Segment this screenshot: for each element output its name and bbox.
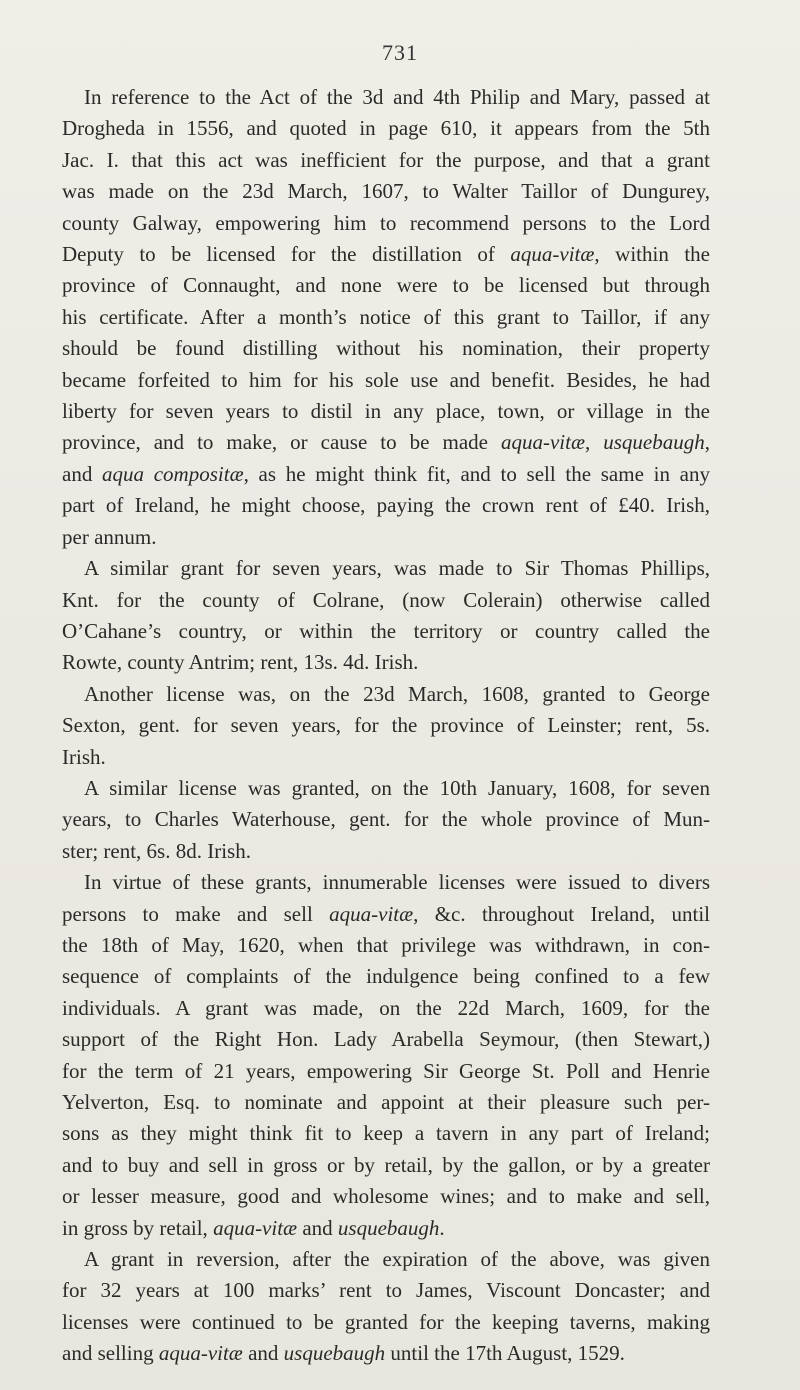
text-line: province of Connaught, and none were to be licensed but through [62,273,710,298]
text-line: Rowte, county Antrim; rent, 13s. 4d. Irish. [62,650,419,675]
text-line: county Galway, empowering him to recommend persons to the Lord [62,210,710,235]
text-line: In virtue of these grants, innumerable licenses were issued to divers [84,870,710,895]
text-line: became forfeited to him for his sole use and benefit. Besides, he had [62,367,710,392]
text-line: per annum. [62,524,157,549]
text-line: and aqua compositæ, as he might think fit, and to sell the same in any [62,461,710,486]
paragraph-taillor-grant [62,82,710,553]
paragraph-waterhouse-license [62,773,710,867]
text-line: support of the Right Hon. Lady Arabella Seymour, (then Stewart,) [62,1027,710,1052]
text-line: A similar license was granted, on the 10th January, 1608, for seven [84,775,710,800]
page-number: 731 [382,40,418,65]
text-line: A grant in reversion, after the expiration of the above, was given [84,1247,710,1272]
paragraph-phillips-grant [62,553,710,679]
text-line: Knt. for the county of Colrane, (now Colerain) otherwise called [62,587,710,612]
text-line: persons to make and sell aqua-vitæ, &c. throughout Ireland, until [62,901,710,926]
text-line: ster; rent, 6s. 8d. Irish. [62,838,251,863]
text-line: Sexton, gent. for seven years, for the province of Leinster; rent, 5s. [62,713,710,738]
text-line: licenses were continued to be granted for the keeping taverns, making [62,1309,710,1334]
text-line: Drogheda in 1556, and quoted in page 610, it appears from the 5th [62,116,710,141]
text-line: in gross by retail, aqua-vitæ and usquebaugh. [62,1215,445,1240]
paragraph-innumerable-licenses [62,867,710,1244]
text-line: his certificate. After a month’s notice of this grant to Taillor, if any [62,304,710,329]
text-line: part of Ireland, he might choose, paying the crown rent of £40. Irish, [62,493,710,518]
text-line: Deputy to be licensed for the distillation of aqua-vitæ, within the [62,242,710,267]
text-line: for the term of 21 years, empowering Sir George St. Poll and Henrie [62,1058,710,1083]
text-line: years, to Charles Waterhouse, gent. for the whole province of Mun- [62,807,710,832]
paragraph-sexton-license [62,679,710,773]
text-line: O’Cahane’s country, or within the territory or country called the [62,618,710,643]
paragraph-reversion-grant [62,1244,710,1370]
text-line: should be found distilling without his nomination, their property [62,336,710,361]
text-line: sons as they might think fit to keep a tavern in any part of Ireland; [62,1121,710,1146]
body-text [62,82,710,1370]
text-line: individuals. A grant was made, on the 22d March, 1609, for the [62,995,710,1020]
text-line: and to buy and sell in gross or by retail, by the gallon, or by a greater [62,1152,710,1177]
text-line: sequence of complaints of the indulgence being confined to a few [62,964,710,989]
text-line: In reference to the Act of the 3d and 4th Philip and Mary, passed at [84,85,710,109]
text-line: province, and to make, or cause to be made aqua-vitæ, usquebaugh, [62,430,710,455]
text-line: Irish. [62,744,106,769]
text-line: A similar grant for seven years, was made to Sir Thomas Phillips, [84,556,710,581]
text-line: Jac. I. that this act was inefficient for the purpose, and that a grant [62,147,710,172]
text-line: was made on the 23d March, 1607, to Walter Taillor of Dungurey, [62,179,710,204]
text-line: liberty for seven years to distil in any place, town, or village in the [62,399,710,424]
text-line: Yelverton, Esq. to nominate and appoint at their pleasure such per- [62,1090,710,1114]
text-line: Another license was, on the 23d March, 1608, granted to George [84,681,710,706]
text-line: for 32 years at 100 marks’ rent to James, Viscount Doncaster; and [62,1278,710,1303]
text-line: or lesser measure, good and wholesome wines; and to make and sell, [62,1184,710,1209]
text-line: the 18th of May, 1620, when that privilege was withdrawn, in con- [62,932,710,957]
text-line: and selling aqua-vitæ and usquebaugh until the 17th August, 1529. [62,1341,625,1366]
